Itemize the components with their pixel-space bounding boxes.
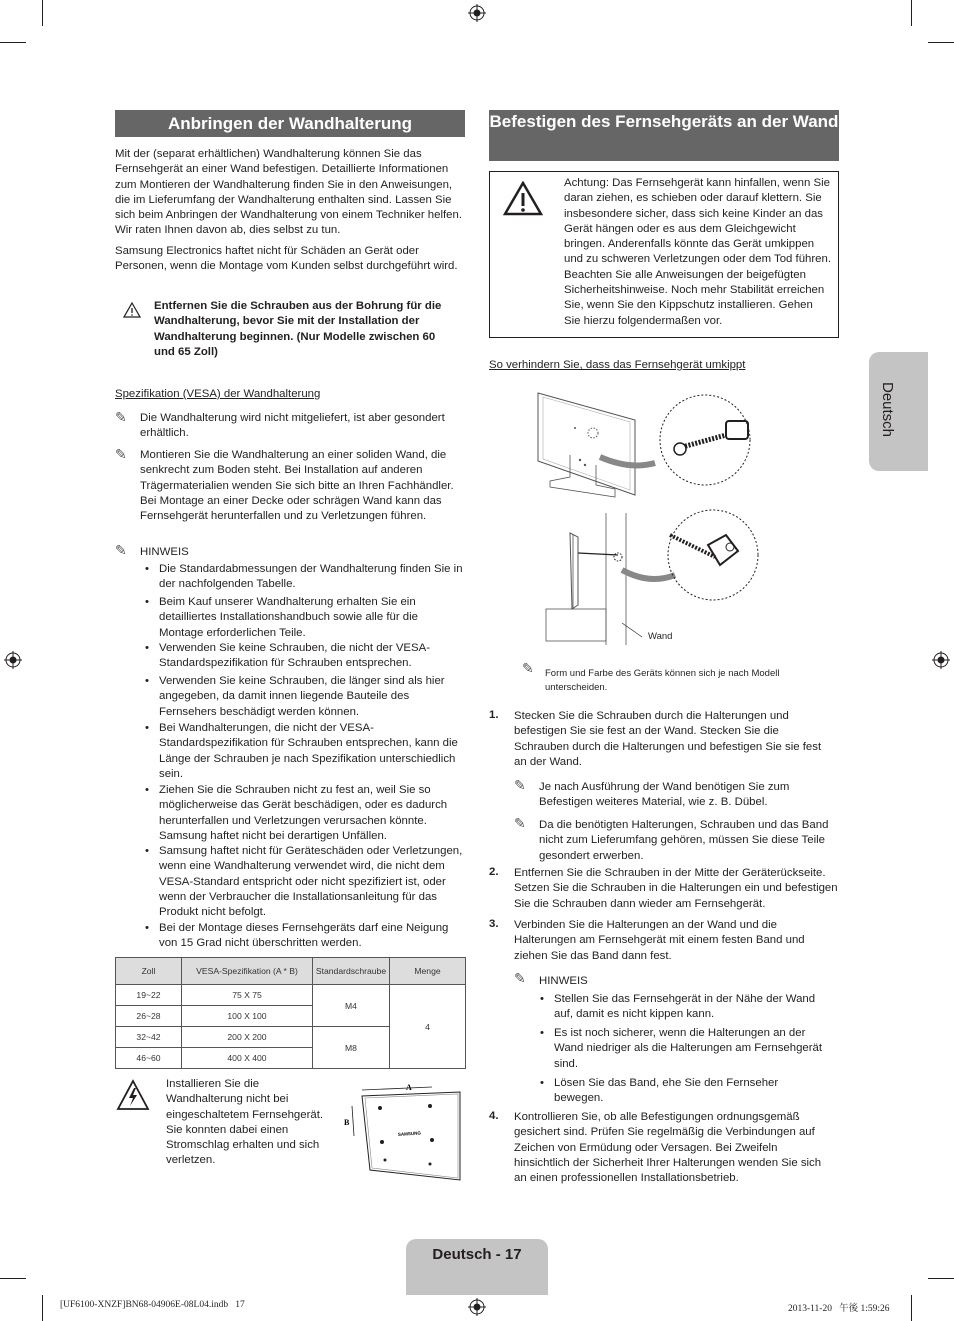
- table-cell: 200 X 200: [182, 1027, 313, 1048]
- liability-paragraph: Samsung Electronics haftet nicht für Schäden an Gerät oder Personen, wenn die Montage vom Kunden selbst durchgeführt wird.: [115, 245, 458, 273]
- section-heading-wall-mount: Anbringen der Wandhalterung: [115, 110, 465, 137]
- table-cell: M4: [313, 985, 390, 1027]
- step-text: Verbinden Sie die Halterungen an der Wand und die Halterungen am Fernsehgerät mit einem festen Band und ziehen Sie das Band dann fest.: [514, 919, 805, 962]
- note-pencil-icon: ✎: [514, 970, 526, 986]
- intro-paragraph: Mit der (separat erhältlichen) Wandhalterung können Sie das Fernsehgerät an einer Wand befestigen. Detaillierte Informationen zum Montieren der Wandhalterung finden Sie in den Anweisungen, die im Lieferumfang der Wandhalterung enthalten sind. Lassen Sie sich beim Anbringen der Wandhalterung von einem Techniker helfen. Wir raten Ihnen davon ab, dies selbst zu tun.: [115, 148, 462, 237]
- step1-note-dowels: Je nach Ausführung der Wand benötigen Sie zum Befestigen weiteres Material, wie z. B. Dübel.: [539, 781, 790, 809]
- table-cell: 26~28: [116, 1006, 182, 1027]
- caution-screws: Entfernen Sie die Schrauben aus der Bohrung für die Wandhalterung, bevor Sie mit der Installation der Wandhalterung beginnen. (Nur Modelle zwischen 60 und 65 Zoll): [154, 300, 442, 358]
- table-cell: 100 X 100: [182, 1006, 313, 1027]
- step-text: Stecken Sie die Schrauben durch die Halterungen und befestigen Sie sie fest an der Wand. Stecken Sie die Schrauben durch die Halterungen und befestigen Sie sie fest an der Wand.: [514, 710, 822, 768]
- hinweis-label: HINWEIS: [140, 546, 189, 558]
- crop-mark: [0, 42, 26, 43]
- note-pencil-icon: ✎: [522, 660, 534, 676]
- shock-warning-text: Installieren Sie die Wandhalterung nicht bei eingeschaltetem Fernsehgerät. Sie konnten dabei einen Stromschlag erhalten und sich verletzen.: [166, 1078, 324, 1167]
- list-item: • Bei der Montage dieses Fernsehgeräts darf eine Neigung von 15 Grad nicht überschritten werden.: [159, 921, 464, 952]
- diagram-label-b: B: [344, 1118, 350, 1127]
- diagram-brand-logo: SAMSUNG: [397, 1130, 422, 1137]
- list-item: • Bei Wandhalterungen, die nicht der VESA-Standardspezifikation für Schrauben entsprechen, kann die Länge der Schrauben je nach Spezifikation unterschiedlich sein.: [159, 721, 464, 782]
- hinweis-label: HINWEIS: [539, 975, 588, 987]
- step-text: Entfernen Sie die Schrauben in der Mitte der Geräterückseite. Setzen Sie die Schrauben in die Halterungen ein und befestigen Sie die Schrauben dann wieder am Fernsehgerät.: [514, 867, 838, 910]
- page-number-tab: [406, 1239, 548, 1295]
- note-not-included: Die Wandhalterung wird nicht mitgeliefert, ist aber gesondert erhältlich.: [140, 412, 445, 440]
- step-text: Kontrollieren Sie, ob alle Befestigungen ordnungsgemäß gesichert sind. Prüfen Sie regelmäßig die Verbindungen auf Zeichen von Ermüdung oder Versagen. Bei Zweifeln hinsichtlich der Sicherheit Ihrer Halterungen wenden Sie sich an einen professionellen Installationsbetrieb.: [514, 1111, 822, 1185]
- table-header: Standardschraube: [313, 958, 390, 985]
- list-item: • Lösen Sie das Band, ehe Sie den Fernseher bewegen.: [554, 1076, 829, 1107]
- crop-mark: [928, 42, 954, 43]
- table-cell: M8: [313, 1027, 390, 1069]
- table-header: Zoll: [116, 958, 182, 985]
- list-item: • Ziehen Sie die Schrauben nicht zu fest an, weil Sie so möglicherweise das Gerät beschädigen, oder es dadurch herunterfallen und Verletzungen verursachen könnte. Samsung haftet nicht bei derartigen Unfällen.: [159, 783, 464, 844]
- step-number: 3.: [489, 918, 499, 930]
- achtung-label: Achtung: [564, 177, 606, 189]
- table-cell: 4: [390, 985, 466, 1069]
- wall-label: Wand: [648, 631, 673, 642]
- warning-triangle-icon: [503, 181, 543, 217]
- list-item: • Beim Kauf unserer Wandhalterung erhalten Sie ein detailliertes Installationshandbuch sowie alle für die Montage erforderlichen Teile.: [159, 595, 464, 641]
- warning-triangle-icon: [123, 302, 141, 318]
- step-number: 4.: [489, 1110, 499, 1122]
- table-header: Menge: [390, 958, 466, 985]
- list-item: • Verwenden Sie keine Schrauben, die nicht der VESA-Standardspezifikation für Schrauben entsprechen.: [159, 641, 464, 672]
- vesa-dimension-diagram: [340, 1078, 465, 1188]
- registration-mark-icon: [4, 651, 22, 669]
- page-number: Deutsch - 17: [432, 1246, 522, 1263]
- note-pencil-icon: ✎: [115, 542, 127, 558]
- print-slug-left: [UF6100-XNZF]BN68-04906E-08L04.indb 17: [60, 1300, 245, 1310]
- vesa-subtitle: Spezifikation (VESA) der Wandhalterung: [115, 388, 321, 400]
- achtung-body: : Das Fernsehgerät kann hinfallen, wenn Sie daran ziehen, es schieben oder darauf klettern. Sie insbesondere sicher, dass sich keine Kinder an das Gerät hängen oder es aus dem Gleichgewicht bringen. Anderenfalls könnte das Gerät umkippen und zu schweren Verletzungen oder dem Tod führen. Beachten Sie alle Anweisungen der beigefügten Sicherheitshinweise. Noch mehr Stabilität erreichen Sie, wenn Sie den Kippschutz installieren. Gehen Sie hierzu folgendermaßen vor.: [564, 177, 832, 327]
- registration-mark-icon: [932, 651, 950, 669]
- vesa-spec-table: [115, 957, 466, 1069]
- list-item: • Die Standardabmessungen der Wandhalterung finden Sie in der nachfolgenden Tabelle.: [159, 562, 464, 593]
- crop-mark: [0, 1278, 26, 1279]
- section-heading-wall-attach: Befestigen des Fernsehgeräts an der Wand: [489, 110, 839, 161]
- registration-mark-icon: [468, 1298, 486, 1316]
- note-solid-wall: Montieren Sie die Wandhalterung an einer soliden Wand, die senkrecht zum Boden steht. Bei Installation auf anderen Trägermaterialien wenden Sie sich bitte an Ihren Fachhändler. Bei Montage an einer Decke oder schrägen Wand kann das Fernsehgerät herunterfallen und zu Verletzungen führen.: [140, 449, 454, 523]
- crop-mark: [42, 0, 43, 26]
- table-cell: 46~60: [116, 1048, 182, 1069]
- diagram-label-a: A: [406, 1083, 412, 1092]
- electric-shock-warning-icon: [116, 1079, 150, 1111]
- table-cell: 400 X 400: [182, 1048, 313, 1069]
- language-side-tab-label: Deutsch: [879, 382, 896, 438]
- table-cell: 19~22: [116, 985, 182, 1006]
- step1-note-purchase: Da die benötigten Halterungen, Schrauben und das Band nicht zum Lieferumfang gehören, müssen Sie diese Teile gesondert erwerben.: [539, 819, 829, 862]
- crop-mark: [42, 1295, 43, 1321]
- step-number: 2.: [489, 866, 499, 878]
- note-pencil-icon: ✎: [115, 446, 127, 462]
- crop-mark: [911, 1295, 912, 1321]
- list-item: • Verwenden Sie keine Schrauben, die länger sind als hier angegeben, da damit innen liegende Bauteile des Fernsehers beschädigt werden können.: [159, 674, 464, 720]
- list-item: • Stellen Sie das Fernsehgerät in der Nähe der Wand auf, damit es nicht kippen kann.: [554, 992, 829, 1023]
- registration-mark-icon: [468, 4, 486, 22]
- crop-mark: [928, 1278, 954, 1279]
- note-pencil-icon: ✎: [115, 409, 127, 425]
- crop-mark: [911, 0, 912, 26]
- table-header: VESA-Spezifikation (A * B): [182, 958, 313, 985]
- list-item: • Es ist noch sicherer, wenn die Halterungen an der Wand niedriger als die Halterungen am Fernsehgerät sind.: [554, 1026, 829, 1072]
- table-cell: 75 X 75: [182, 985, 313, 1006]
- note-pencil-icon: ✎: [514, 777, 526, 793]
- print-slug-right: 2013-11-20 午後 1:59:26: [788, 1304, 890, 1314]
- list-item: • Samsung haftet nicht für Geräteschäden oder Verletzungen, wenn eine Wandhalterung verwendet wird, die nicht dem VESA-Standard entspricht oder nicht spezifiziert ist, oder wenn der Verbraucher die Installationsanleitung für das Produkt nicht befolgt.: [159, 844, 464, 920]
- achtung-text: [564, 176, 832, 329]
- anti-tip-figure: [530, 385, 765, 650]
- language-side-tab: [869, 352, 928, 471]
- figure-note: Form und Farbe des Geräts können sich je nach Modell unterscheiden.: [545, 668, 780, 693]
- step-number: 1.: [489, 709, 499, 721]
- table-row: [116, 985, 466, 1006]
- table-cell: 32~42: [116, 1027, 182, 1048]
- tip-over-subtitle: So verhindern Sie, dass das Fernsehgerät umkippt: [489, 359, 746, 371]
- note-pencil-icon: ✎: [514, 815, 526, 831]
